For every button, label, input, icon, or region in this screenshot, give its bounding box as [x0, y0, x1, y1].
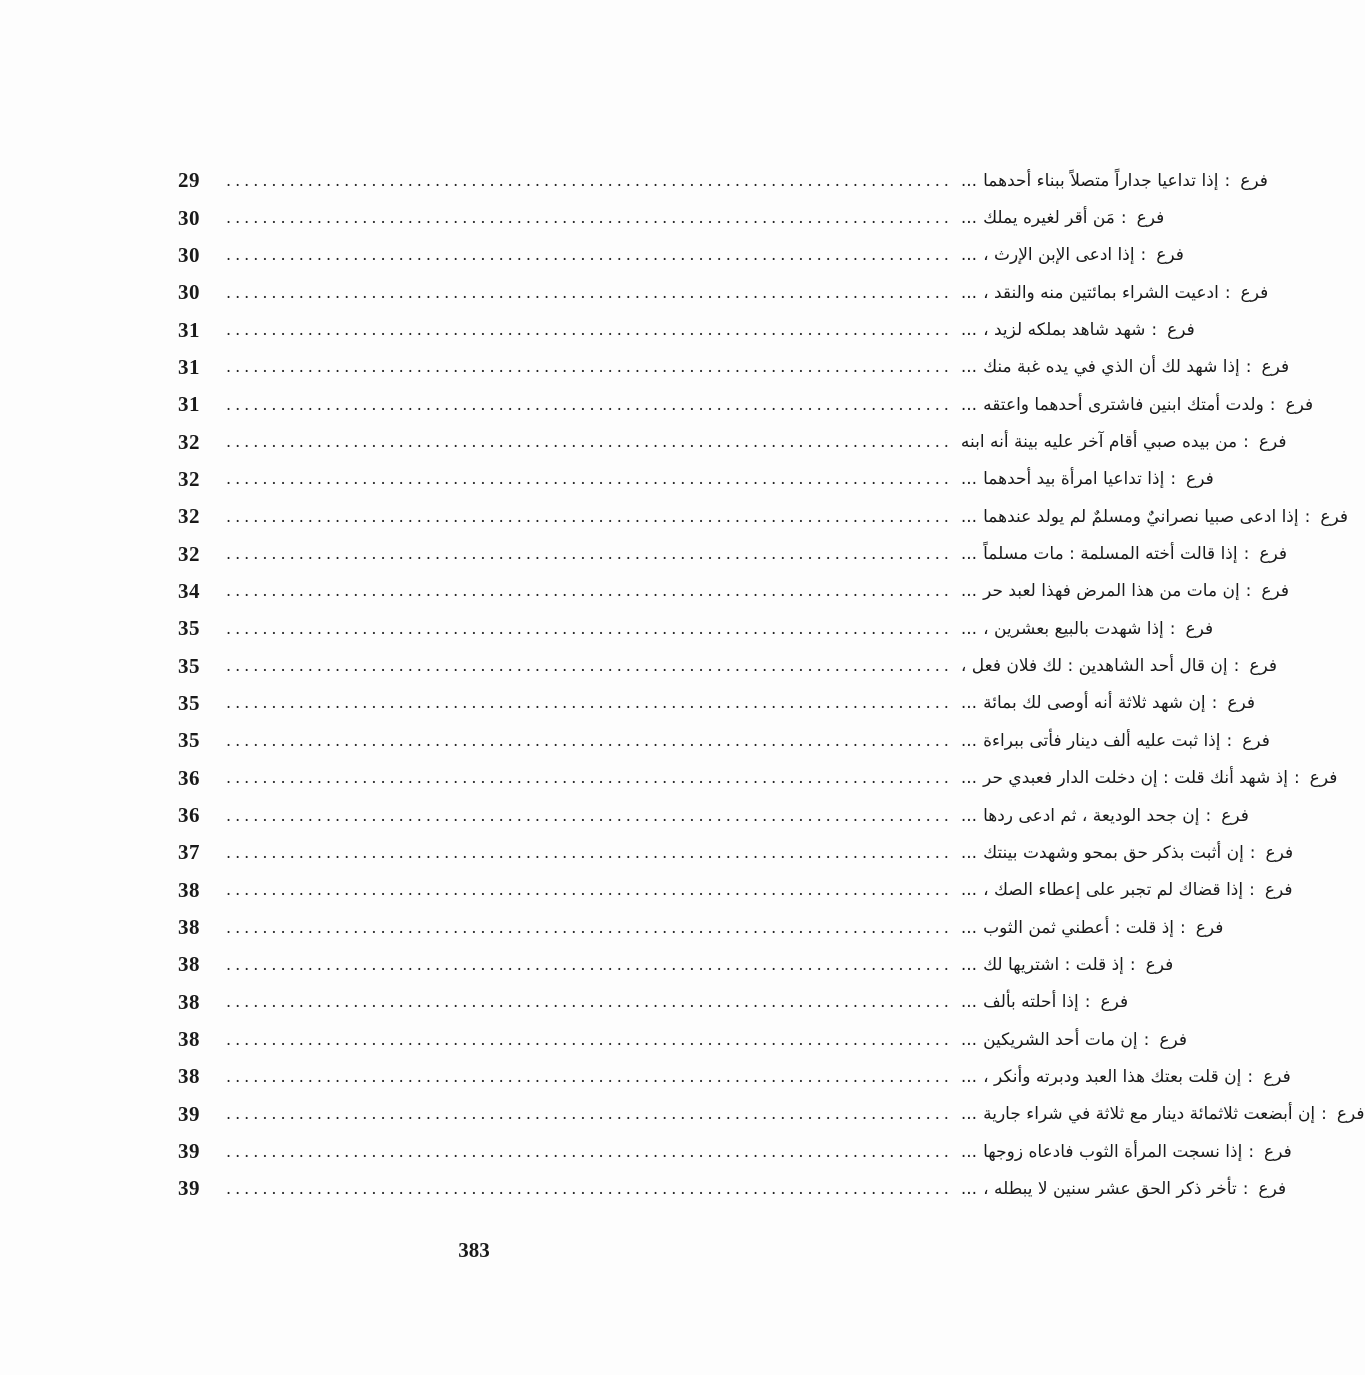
toc-entry-text	[961, 171, 1268, 191]
toc-entry-label: فرع	[1336, 1104, 1365, 1125]
toc-entry-separator: :	[1243, 432, 1249, 453]
toc-entry-text	[961, 1030, 1187, 1050]
toc-entry-text	[961, 581, 1289, 601]
dot-leader: ................................................................................	[226, 954, 953, 974]
toc-entry-title: إذا شهدت بالبيع بعشرين ،	[983, 618, 1164, 639]
toc-entry-separator: :	[1120, 208, 1127, 229]
toc-entry	[178, 349, 1290, 386]
toc-entry-text	[961, 469, 1214, 489]
toc-entry-ellipsis: ...	[960, 1029, 978, 1050]
toc-entry-ellipsis: ...	[960, 506, 978, 527]
toc-entry	[178, 872, 1293, 909]
toc-entry-title: شهد شاهد بملكه لزيد ،	[983, 320, 1146, 341]
toc-entry-text	[961, 432, 1287, 452]
toc-entry-title: إذ قلت : أعطني ثمن الثوب	[983, 917, 1175, 938]
toc-entry-label: فرع	[1285, 394, 1314, 415]
toc-entry-text	[961, 992, 1128, 1012]
toc-entry	[178, 386, 1314, 423]
toc-entry-label: فرع	[1320, 506, 1348, 527]
toc-entry-title: إن أبضعت ثلاثمائة دينار مع ثلاثة في شراء جارية	[983, 1104, 1316, 1125]
dot-leader: ................................................................................	[226, 618, 953, 638]
dot-leader: ................................................................................	[226, 1029, 953, 1049]
toc-entry	[178, 1133, 1292, 1170]
toc-entry-label: فرع	[1240, 170, 1268, 191]
toc-page-number: 32	[178, 466, 200, 491]
toc-entry-ellipsis: ...	[960, 1178, 978, 1199]
toc-entry-title: إذا أحلته بألف	[983, 992, 1079, 1013]
toc-entry-text	[961, 731, 1270, 751]
dot-leader: ................................................................................	[226, 768, 953, 788]
toc-entry-text	[961, 283, 1268, 303]
toc-entry-text	[961, 1067, 1291, 1087]
toc-entry	[178, 946, 1174, 983]
toc-entry	[178, 834, 1294, 871]
toc-entry-text	[961, 544, 1287, 564]
toc-entry	[178, 423, 1287, 460]
toc-entry-text	[961, 1179, 1286, 1199]
toc-entry-separator: :	[1129, 954, 1136, 975]
toc-page-number: 31	[178, 354, 200, 379]
toc-entry-title: إذا ادعى الإبن الإرث ،	[983, 245, 1135, 266]
toc-page-number: 35	[178, 653, 200, 678]
toc-entry-title: ادعيت الشراء بمائتين منه والنقد ،	[983, 282, 1219, 303]
toc-entry-label: فرع	[1309, 768, 1338, 789]
toc-entry-ellipsis: ...	[960, 618, 978, 639]
toc-entry-label: فرع	[1258, 432, 1287, 453]
toc-entry-text	[961, 768, 1337, 788]
toc-entry-ellipsis: ...	[960, 768, 978, 789]
toc-entry-separator: :	[1170, 469, 1177, 490]
toc-entry-text	[961, 955, 1173, 975]
toc-page-number: 39	[178, 1176, 200, 1201]
toc-entry-ellipsis: ...	[960, 544, 978, 565]
toc-page-number: 35	[178, 690, 200, 715]
toc-page-number: 36	[178, 803, 200, 828]
dot-leader: ................................................................................	[226, 992, 953, 1012]
toc-entry-separator: :	[1321, 1104, 1327, 1125]
toc-page-number: 39	[178, 1101, 200, 1126]
toc-entry	[178, 199, 1165, 236]
toc-entry-separator: :	[1243, 544, 1250, 565]
toc-entry-title: إذ شهد أنك قلت : إن دخلت الدار فعبدي حر	[983, 768, 1288, 789]
toc-entry-separator: :	[1140, 245, 1147, 266]
dot-leader: ................................................................................	[226, 506, 953, 526]
toc-page-number: 38	[178, 952, 200, 977]
toc-page-number: 29	[178, 168, 200, 193]
toc-entry-separator: :	[1226, 730, 1233, 751]
dot-leader: ................................................................................	[226, 581, 953, 601]
toc-entry-separator: :	[1249, 880, 1255, 901]
toc-entry-label: فرع	[1100, 992, 1129, 1013]
toc-entry-title: إذا شهد لك أن الذي في يده غبة منك	[983, 357, 1240, 378]
toc-entry-label: فرع	[1265, 842, 1294, 863]
toc-entry-separator: :	[1151, 320, 1158, 341]
toc-entry	[178, 274, 1269, 311]
toc-entry-title: إن شهد ثلاثة أنه أوصى لك بمائة	[983, 693, 1206, 714]
toc-entry-title: إن قال أحد الشاهدين : لك فلان فعل ،	[960, 656, 1228, 677]
toc-entry-text	[961, 843, 1293, 863]
toc-entry-separator: :	[1205, 805, 1212, 826]
dot-leader: ................................................................................	[226, 1141, 953, 1161]
toc-entry-text	[961, 1142, 1292, 1162]
toc-entry	[178, 760, 1338, 797]
toc-entry	[178, 984, 1129, 1021]
toc-entry-ellipsis: ...	[960, 1141, 978, 1162]
toc-entry-ellipsis: ...	[960, 730, 978, 751]
toc-entry-ellipsis: ...	[960, 208, 978, 229]
toc-entry	[178, 535, 1287, 572]
toc-entry	[178, 797, 1249, 834]
toc-page-number: 32	[178, 504, 200, 529]
toc-entry	[178, 162, 1268, 199]
toc-entry-text	[961, 619, 1213, 639]
toc-entry-separator: :	[1224, 282, 1231, 303]
toc-entry-ellipsis: ...	[960, 992, 978, 1013]
toc-entry-label: فرع	[1221, 805, 1249, 826]
toc-page-number: 38	[178, 877, 200, 902]
dot-leader: ................................................................................	[226, 320, 953, 340]
toc-entry-ellipsis: ...	[960, 170, 978, 191]
toc-page-number: 38	[178, 915, 200, 940]
toc-entry-title: ولدت أمتك ابنين فاشترى أحدهما واعتقه	[983, 394, 1264, 415]
toc-entry-label: فرع	[1258, 1178, 1287, 1199]
toc-entry-ellipsis: ...	[960, 1066, 978, 1087]
toc-entry-text	[961, 656, 1277, 676]
toc-entry-title: إذ قلت : اشتريها لك	[983, 954, 1124, 975]
toc-entry-title: إن قلت بعتك هذا العبد ودبرته وأنكر ،	[983, 1066, 1242, 1087]
toc-entry-text	[961, 245, 1184, 265]
dot-leader: ................................................................................	[226, 805, 953, 825]
toc-page-number: 31	[178, 317, 200, 342]
toc-entry-separator: :	[1211, 693, 1218, 714]
dot-leader: ................................................................................	[226, 1178, 953, 1198]
toc-entry	[178, 498, 1348, 535]
toc-entry	[178, 1021, 1187, 1058]
page-number: 383	[458, 1238, 490, 1262]
toc-entry-separator: :	[1224, 170, 1231, 191]
toc-entry-label: فرع	[1159, 1029, 1187, 1050]
toc-entry-separator: :	[1084, 992, 1091, 1013]
toc-page-number: 32	[178, 429, 200, 454]
dot-leader: ................................................................................	[226, 693, 953, 713]
toc-entry	[178, 311, 1195, 348]
toc-entry-label: فرع	[1240, 282, 1269, 303]
dot-leader: ................................................................................	[226, 208, 953, 228]
toc-entry	[178, 685, 1256, 722]
toc-page-number: 34	[178, 578, 200, 603]
toc-entry	[178, 573, 1290, 610]
toc-entry-separator: :	[1293, 768, 1300, 789]
toc-page-number: 32	[178, 541, 200, 566]
toc-entry-label: فرع	[1264, 1141, 1292, 1162]
toc-entry-separator: :	[1247, 1066, 1254, 1087]
dot-leader: ................................................................................	[226, 917, 953, 937]
toc-entry	[178, 237, 1184, 274]
toc-entry-title: إذا قالت أخته المسلمة : مات مسلماً	[983, 544, 1238, 565]
toc-entry-text	[961, 357, 1289, 377]
toc-entry-text	[961, 395, 1313, 415]
toc-entry-title: إذا نسجت المرأة الثوب فادعاه زوجها	[983, 1141, 1243, 1162]
toc-entry-title: من بيده صبي أقام آخر عليه بينة أنه ابنه	[960, 432, 1238, 453]
toc-entry-ellipsis: ...	[960, 245, 978, 266]
toc-entry	[178, 909, 1224, 946]
toc-entry	[178, 610, 1214, 647]
toc-entry-title: إن مات أحد الشريكين	[983, 1029, 1138, 1050]
toc-entry-text	[961, 320, 1195, 340]
dot-leader: ................................................................................	[226, 1104, 953, 1124]
toc-entry-label: فرع	[1261, 581, 1290, 602]
toc-entry-label: فرع	[1185, 618, 1214, 639]
toc-page-number: 35	[178, 728, 200, 753]
toc-entry-label: فرع	[1145, 954, 1174, 975]
toc-entry-ellipsis: ...	[960, 805, 978, 826]
toc-page-number: 36	[178, 765, 200, 790]
dot-leader: ................................................................................	[226, 170, 953, 190]
toc-entry-ellipsis: ...	[960, 469, 978, 490]
toc-entry-title: إذا ادعى صبيا نصرانيٌ ومسلمٌ لم يولد عندهما	[983, 506, 1299, 527]
toc-entry-title: إذا قضاك لم تجبر على إعطاء الصك ،	[983, 880, 1244, 901]
toc-entry-separator: :	[1233, 656, 1240, 677]
toc-page-number: 30	[178, 242, 200, 267]
toc-entry-label: فرع	[1156, 245, 1184, 266]
toc-entry-ellipsis: ...	[960, 320, 978, 341]
dot-leader: ................................................................................	[226, 282, 953, 302]
table-of-contents	[178, 162, 1365, 1208]
toc-entry-title: إذا تداعيا امرأة بيد أحدهما	[983, 469, 1165, 490]
toc-entry	[178, 461, 1214, 498]
toc-entry-title: إذا تداعيا جداراً متصلاً ببناء أحدهما	[983, 170, 1219, 191]
toc-entry-separator: :	[1242, 1178, 1249, 1199]
toc-entry-label: فرع	[1263, 1066, 1291, 1087]
toc-entry-ellipsis: ...	[960, 880, 978, 901]
dot-leader: ................................................................................	[226, 394, 953, 414]
toc-entry-title: إن مات من هذا المرض فهذا لعبد حر	[983, 581, 1240, 602]
toc-entry-separator: :	[1245, 357, 1252, 378]
toc-entry-text	[961, 208, 1164, 228]
toc-page-number: 35	[178, 616, 200, 641]
toc-entry	[178, 1096, 1365, 1133]
toc-entry-ellipsis: ...	[960, 954, 978, 975]
toc-entry-separator: :	[1269, 394, 1276, 415]
toc-page-number: 37	[178, 840, 200, 865]
toc-entry-label: فرع	[1186, 469, 1214, 490]
toc-entry-label: فرع	[1242, 730, 1270, 751]
toc-page-number: 31	[178, 392, 200, 417]
toc-entry-title: مَن أقر لغيره يملك	[983, 208, 1115, 229]
toc-entry-ellipsis: ...	[960, 581, 978, 602]
toc-entry-separator: :	[1304, 506, 1311, 527]
toc-entry-label: فرع	[1195, 917, 1224, 938]
toc-entry-ellipsis: ...	[960, 394, 978, 415]
dot-leader: ................................................................................	[226, 656, 953, 676]
toc-entry-separator: :	[1248, 1141, 1255, 1162]
toc-entry-label: فرع	[1259, 544, 1287, 565]
toc-entry-text	[961, 1104, 1365, 1124]
toc-entry-separator: :	[1180, 917, 1186, 938]
toc-entry	[178, 647, 1278, 684]
toc-entry-ellipsis: ...	[960, 693, 978, 714]
dot-leader: ................................................................................	[226, 432, 953, 452]
toc-entry-label: فرع	[1249, 656, 1278, 677]
toc-page-number: 39	[178, 1139, 200, 1164]
toc-entry	[178, 1058, 1291, 1095]
toc-entry-separator: :	[1143, 1029, 1150, 1050]
toc-entry-text	[961, 693, 1255, 713]
dot-leader: ................................................................................	[226, 469, 953, 489]
toc-entry-text	[961, 918, 1224, 938]
toc-entry-separator: :	[1249, 842, 1256, 863]
toc-entry-text	[961, 880, 1293, 900]
toc-page-number: 38	[178, 989, 200, 1014]
toc-page-number: 30	[178, 280, 200, 305]
toc-entry-text	[961, 806, 1249, 826]
toc-entry	[178, 722, 1270, 759]
dot-leader: ................................................................................	[226, 544, 953, 564]
toc-entry-label: فرع	[1261, 357, 1290, 378]
toc-entry-separator: :	[1245, 581, 1252, 602]
toc-entry-title: إذا ثبت عليه ألف دينار فأتى ببراءة	[983, 730, 1221, 751]
toc-entry-ellipsis: ...	[960, 842, 978, 863]
toc-page-number: 30	[178, 205, 200, 230]
dot-leader: ................................................................................	[226, 842, 953, 862]
toc-entry-title: إن جحد الوديعة ، ثم ادعى ردها	[983, 805, 1200, 826]
dot-leader: ................................................................................	[226, 245, 953, 265]
dot-leader: ................................................................................	[226, 730, 953, 750]
toc-entry	[178, 1170, 1287, 1207]
toc-entry-title: إن أثبت بذكر حق بمحو وشهدت بينتك	[983, 842, 1244, 863]
toc-entry-text	[961, 507, 1348, 527]
toc-page-number: 38	[178, 1064, 200, 1089]
toc-entry-ellipsis: ...	[960, 1104, 978, 1125]
toc-entry-separator: :	[1169, 618, 1176, 639]
toc-entry-ellipsis: ...	[960, 282, 978, 303]
toc-page-number: 38	[178, 1027, 200, 1052]
dot-leader: ................................................................................	[226, 1066, 953, 1086]
toc-entry-label: فرع	[1227, 693, 1256, 714]
toc-entry-label: فرع	[1136, 208, 1165, 229]
toc-entry-title: تأخر ذكر الحق عشر سنين لا يبطله ،	[983, 1178, 1237, 1199]
toc-entry-label: فرع	[1167, 320, 1195, 341]
toc-entry-label: فرع	[1264, 880, 1293, 901]
toc-entry-ellipsis: ...	[960, 917, 978, 938]
toc-entry-ellipsis: ...	[960, 357, 978, 378]
dot-leader: ................................................................................	[226, 357, 953, 377]
dot-leader: ................................................................................	[226, 880, 953, 900]
